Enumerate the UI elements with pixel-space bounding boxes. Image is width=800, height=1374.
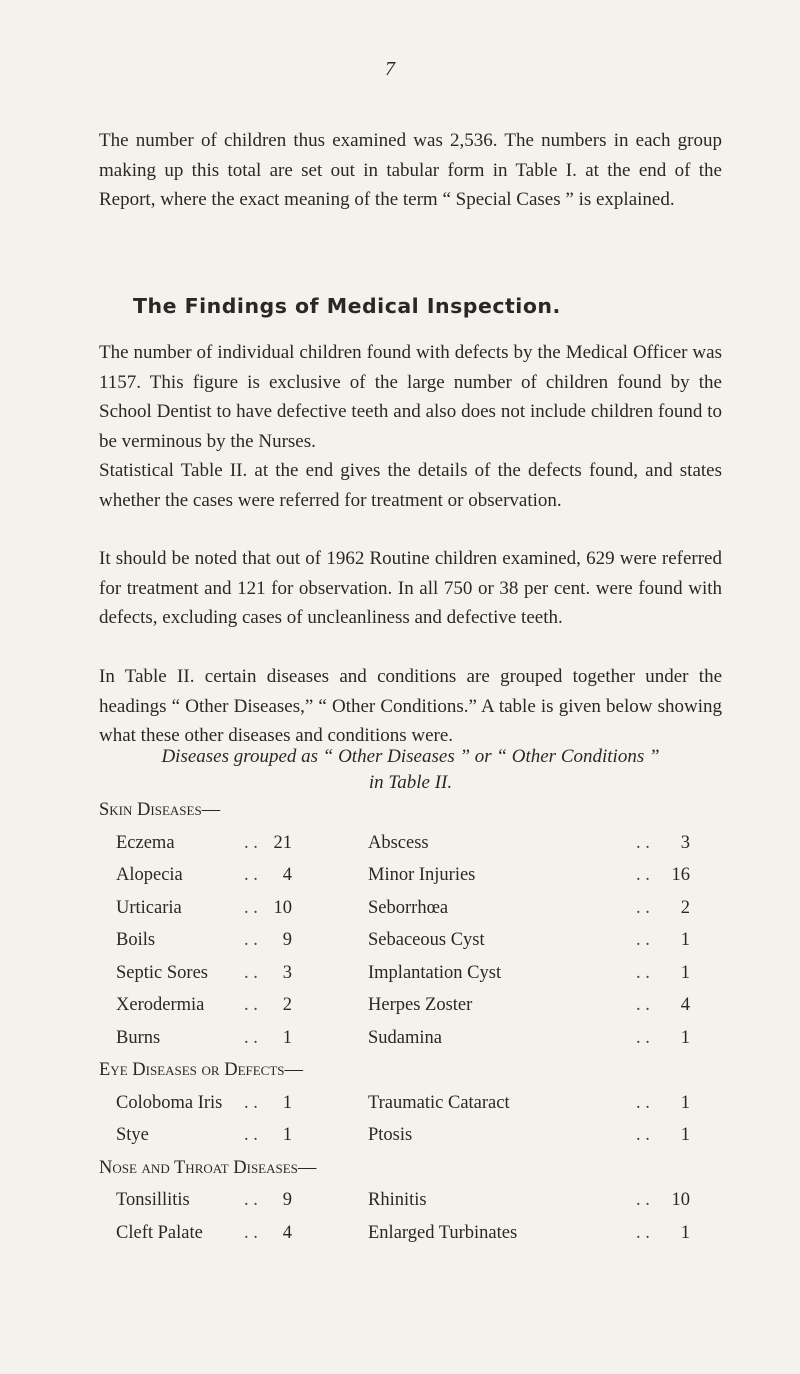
case-count: 1 xyxy=(680,1027,690,1048)
leader-dots: . . xyxy=(636,897,650,918)
leader-dots: . . xyxy=(244,832,258,853)
leader-dots: . . xyxy=(636,1222,650,1243)
paragraph-grouped-diseases: In Table II. certain diseases and conditions are grouped together under the headings “ Other Diseases,” “ Other Conditions.” A table is given below showing what these other diseases and conditions were. xyxy=(99,666,722,746)
table-row xyxy=(0,1223,800,1249)
disease-name: Urticaria xyxy=(116,897,182,918)
disease-name: Minor Injuries xyxy=(368,865,476,885)
case-count: 21 xyxy=(273,832,292,853)
leader-dots: . . xyxy=(636,1125,650,1145)
disease-name: Xerodermia xyxy=(116,995,205,1015)
disease-name: Enlarged Turbinates xyxy=(368,1222,518,1243)
case-count: 9 xyxy=(282,1190,292,1210)
case-count: 1 xyxy=(282,1125,292,1145)
section-heading: The Findings of Medical Inspection. xyxy=(133,294,561,318)
leader-dots: . . xyxy=(244,962,258,983)
section-title: Nose and Throat Diseases— xyxy=(99,1157,317,1178)
disease-name: Implantation Cyst xyxy=(368,962,502,983)
leader-dots: . . xyxy=(244,1125,258,1145)
case-count: 10 xyxy=(273,897,292,918)
table-row xyxy=(0,1190,800,1216)
case-count: 4 xyxy=(282,865,292,885)
leader-dots: . . xyxy=(244,1222,258,1243)
paragraph-defects-found: The number of individual children found with defects by the Medical Officer was 1157. This figure is exclusive of the large number of children found by the School Dentist to have defective teeth and also does not include children found to be verminous by the Nurses. xyxy=(99,342,722,452)
case-count: 1 xyxy=(680,1222,690,1243)
leader-dots: . . xyxy=(244,865,258,885)
case-count: 4 xyxy=(282,1222,292,1243)
case-count: 16 xyxy=(671,865,690,885)
disease-name: Burns xyxy=(116,1027,161,1048)
case-count: 2 xyxy=(680,897,690,918)
case-count: 1 xyxy=(680,930,690,950)
case-count: 1 xyxy=(282,1027,292,1048)
disease-name: Sebaceous Cyst xyxy=(368,930,485,950)
table-title-line-1: Diseases grouped as “ Other Diseases ” or “ Other Conditions ” xyxy=(161,746,660,767)
leader-dots: . . xyxy=(244,930,258,950)
table-title-line-2: in Table II. xyxy=(368,772,453,793)
disease-name: Coloboma Iris xyxy=(116,1092,223,1113)
case-count: 4 xyxy=(680,995,690,1015)
page-number: 7 xyxy=(385,58,395,80)
table-row xyxy=(0,1125,800,1151)
paragraph-examined-count: The number of children thus examined was 2,536. The numbers in each group making up this total are set out in tabular form in Table I. at the end of the Report, where the exact meaning of the term “ Special Cases ” is explained. xyxy=(99,130,722,210)
disease-name: Ptosis xyxy=(368,1125,413,1145)
table-row xyxy=(0,865,800,891)
leader-dots: . . xyxy=(244,995,258,1015)
leader-dots: . . xyxy=(636,1190,650,1210)
table-row xyxy=(0,1028,800,1054)
leader-dots: . . xyxy=(244,1190,258,1210)
table-row xyxy=(0,995,800,1021)
disease-name: Abscess xyxy=(368,832,429,853)
disease-name: Eczema xyxy=(116,832,175,853)
table-row xyxy=(0,930,800,956)
leader-dots: . . xyxy=(636,1092,650,1113)
leader-dots: . . xyxy=(636,930,650,950)
case-count: 3 xyxy=(680,832,690,853)
table-title xyxy=(99,744,722,796)
leader-dots: . . xyxy=(244,1027,258,1048)
disease-name: Cleft Palate xyxy=(116,1222,203,1243)
disease-name: Tonsillitis xyxy=(116,1190,190,1210)
leader-dots: . . xyxy=(244,1092,258,1113)
disease-name: Sudamina xyxy=(368,1027,442,1048)
leader-dots: . . xyxy=(244,897,258,918)
leader-dots: . . xyxy=(636,865,650,885)
table-row xyxy=(0,833,800,859)
disease-name: Seborrhœa xyxy=(368,897,449,918)
case-count: 1 xyxy=(680,962,690,983)
leader-dots: . . xyxy=(636,962,650,983)
disease-name: Herpes Zoster xyxy=(368,995,473,1015)
case-count: 2 xyxy=(282,995,292,1015)
case-count: 9 xyxy=(282,930,292,950)
paragraph-statistical-table: Statistical Table II. at the end gives the details of the defects found, and states whether the cases were referred for treatment or observation. xyxy=(99,460,722,511)
table-row xyxy=(0,898,800,924)
leader-dots: . . xyxy=(636,832,650,853)
leader-dots: . . xyxy=(636,995,650,1015)
disease-name: Traumatic Cataract xyxy=(368,1092,510,1113)
case-count: 1 xyxy=(680,1092,690,1113)
disease-name: Boils xyxy=(116,930,156,950)
paragraph-routine-children: It should be noted that out of 1962 Routine children examined, 629 were referred for treatment and 121 for observation. In all 750 or 38 per cent. were found with defects, excluding cases of uncleanliness and defective teeth. xyxy=(99,548,722,628)
case-count: 1 xyxy=(680,1125,690,1145)
table-row xyxy=(0,963,800,989)
case-count: 10 xyxy=(671,1190,690,1210)
section-title: Skin Diseases— xyxy=(99,800,221,820)
disease-name: Septic Sores xyxy=(116,962,208,983)
leader-dots: . . xyxy=(636,1027,650,1048)
disease-name: Alopecia xyxy=(116,865,183,885)
section-title: Eye Diseases or Defects— xyxy=(99,1060,304,1080)
case-count: 3 xyxy=(282,962,292,983)
case-count: 1 xyxy=(282,1092,292,1113)
disease-name: Stye xyxy=(116,1125,149,1145)
table-row xyxy=(0,1093,800,1119)
disease-name: Rhinitis xyxy=(368,1190,427,1210)
